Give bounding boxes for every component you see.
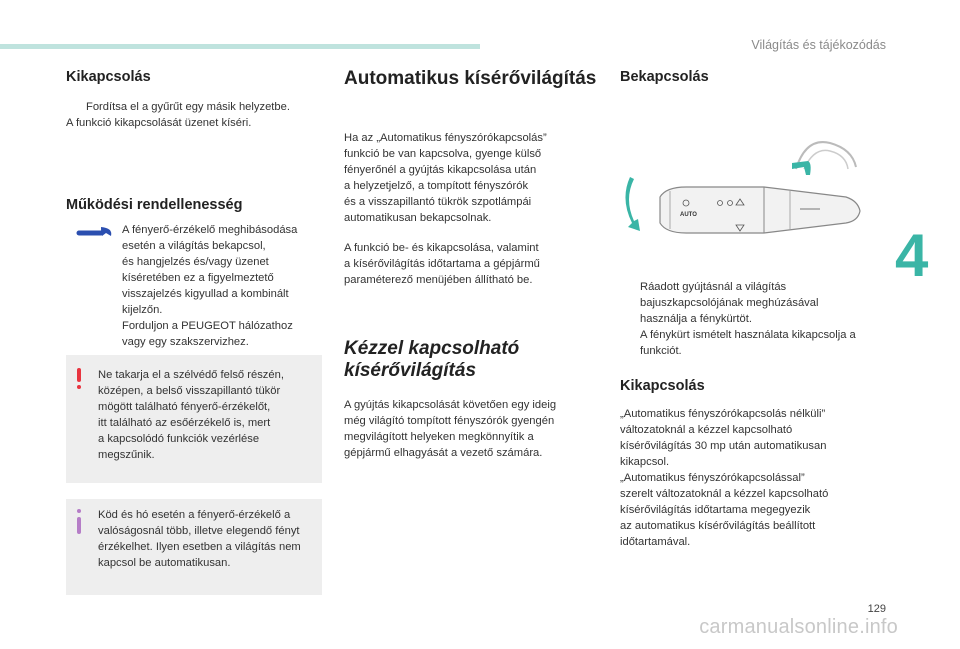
stalk-auto-label: AUTO	[680, 212, 697, 218]
info-line: valóságosnál több, illetve elegendő fényt	[98, 525, 300, 537]
paragraph-3	[344, 397, 600, 461]
text-line: paraméterező menüjében állítható be.	[344, 273, 533, 286]
text-line: és a visszapillantó tükrök szpotlámpái	[344, 195, 532, 208]
malfunction-line: kíséretében ez a figyelmeztető	[122, 272, 274, 284]
warning-box	[66, 355, 322, 483]
malfunction-block	[66, 222, 322, 349]
warning-line: itt található az esőérzékelő is, mert	[98, 417, 271, 429]
bullet-item	[620, 327, 882, 359]
warning-line: megszűnik.	[98, 449, 155, 461]
text-line: kísérővilágítás időtartama megegyezik	[620, 504, 811, 516]
text-line: még világító tompított fényszórók gyengén	[344, 414, 555, 427]
malfunction-line: és hangjelzés és/vagy üzenet	[122, 256, 269, 268]
middle-column	[344, 60, 600, 461]
bullet-symbol	[620, 327, 640, 343]
text-line: Ha az „Automatikus fényszórókapcsolás”	[344, 131, 547, 144]
warning-line: Ne takarja el a szélvédő felső részén,	[98, 369, 284, 381]
light-stalk-illustration	[620, 87, 882, 237]
text-line: változatoknál a kézzel kapcsolható	[620, 424, 793, 436]
paragraph	[620, 406, 882, 550]
malfunction-line: esetén a világítás bekapcsol,	[122, 240, 266, 252]
heading-mukodesi-rendellenesseg: Működési rendellenesség	[66, 197, 243, 213]
text-line: automatikusan bekapcsolnak.	[344, 211, 492, 224]
heading-kikapcsolas: Kikapcsolás	[66, 69, 151, 85]
bullet-item	[66, 99, 322, 115]
wrench-icon	[75, 224, 113, 242]
paragraph-1	[344, 130, 600, 226]
warning-line: mögött található fényerő-érzékelőt,	[98, 401, 271, 413]
heading-kezzel-kapcsolhato	[344, 338, 600, 382]
info-icon	[77, 517, 81, 534]
heading-line: kísérővilágítás	[344, 359, 477, 381]
heading-line: Kézzel kapcsolható	[344, 337, 520, 359]
bullet-symbol	[620, 279, 640, 295]
chapter-number: 4	[895, 222, 929, 289]
bullet-text: funkciót.	[640, 345, 682, 357]
info-line: Köd és hó esetén a fényerő-érzékelő a	[98, 509, 291, 521]
malfunction-line: kijelzőn.	[122, 304, 163, 316]
text-line: „Automatikus fényszórókapcsolással”	[620, 472, 805, 484]
text-line: kikapcsol.	[620, 456, 670, 468]
bullet-line	[620, 327, 882, 343]
text-line: szerelt változatoknál a kézzel kapcsolható	[620, 488, 829, 500]
page-number: 129	[867, 603, 886, 615]
heading-kikapcsolas-2: Kikapcsolás	[620, 378, 705, 394]
left-column	[66, 60, 322, 595]
bullet-symbol	[66, 99, 86, 115]
warning-icon-dot	[77, 385, 81, 389]
text-line: megvilágított helyeken megkönnyítik a	[344, 430, 534, 443]
section-title: Világítás és tájékozódás	[751, 38, 886, 52]
text-line: A gyújtás kikapcsolását követően egy ideig	[344, 398, 557, 411]
warning-icon	[77, 368, 81, 382]
paragraph-2	[344, 240, 600, 288]
bullet-line	[620, 311, 882, 327]
bullet-text: Fordítsa el a gyűrűt egy másik helyzetbe.	[86, 101, 290, 113]
bullet-line	[620, 343, 882, 359]
right-column	[620, 60, 882, 550]
text-line: a kísérővilágítás időtartama a gépjármű	[344, 257, 540, 270]
text-line: fényerőnél a gyújtás kikapcsolása után	[344, 163, 537, 176]
info-box	[66, 499, 322, 595]
malfunction-line: Forduljon a PEUGEOT hálózathoz	[122, 320, 293, 332]
info-icon-dot	[77, 509, 81, 513]
text-line: kísérővilágítás 30 mp után automatikusan	[620, 440, 827, 452]
bullet-item	[620, 279, 882, 327]
malfunction-text	[122, 222, 322, 350]
warning-line: középen, a belső visszapillantó tükör	[98, 385, 281, 397]
malfunction-line: A fényerő-érzékelő meghibásodása	[122, 224, 298, 236]
heading-bekapcsolas: Bekapcsolás	[620, 69, 709, 85]
info-line: érzékelhet. Ilyen esetben a világítás nem	[98, 541, 301, 553]
heading-automatikus-kiserovilagitas: Automatikus kísérővilágítás	[344, 68, 597, 89]
bullet-text: A fénykürt ismételt használata kikapcsolja a	[640, 329, 856, 341]
top-accent-bar	[0, 44, 480, 49]
text-line: időtartamával.	[620, 536, 691, 548]
malfunction-line: visszajelzés kigyullad a kombinált	[122, 288, 289, 300]
bullet-line	[620, 279, 882, 295]
text-line: a helyzetjelző, a tompított fényszórók	[344, 179, 529, 192]
watermark: carmanualsonline.info	[699, 616, 898, 638]
malfunction-line: vagy egy szakszervizhez.	[122, 336, 249, 348]
text-line: funkció be van kapcsolva, gyenge külső	[344, 147, 542, 160]
text-line: „Automatikus fényszórókapcsolás nélküli”	[620, 408, 826, 420]
paragraph: A funkció kikapcsolását üzenet kíséri.	[66, 117, 252, 129]
bullet-text: Ráadott gyújtásnál a világítás	[640, 281, 787, 293]
text-line: az automatikus kísérővilágítás beállított	[620, 520, 816, 532]
text-line: A funkció be- és kikapcsolása, valamint	[344, 241, 539, 254]
text-line: gépjármű elhagyását a vezető számára.	[344, 446, 543, 459]
warning-line: a kapcsolódó funkciók vezérlése	[98, 433, 260, 445]
bullet-text: használja a fénykürtöt.	[640, 313, 752, 325]
bullet-text: bajuszkapcsolójának meghúzásával	[640, 297, 819, 309]
info-line: kapcsol be automatikusan.	[98, 557, 231, 569]
bullet-line	[620, 295, 882, 311]
